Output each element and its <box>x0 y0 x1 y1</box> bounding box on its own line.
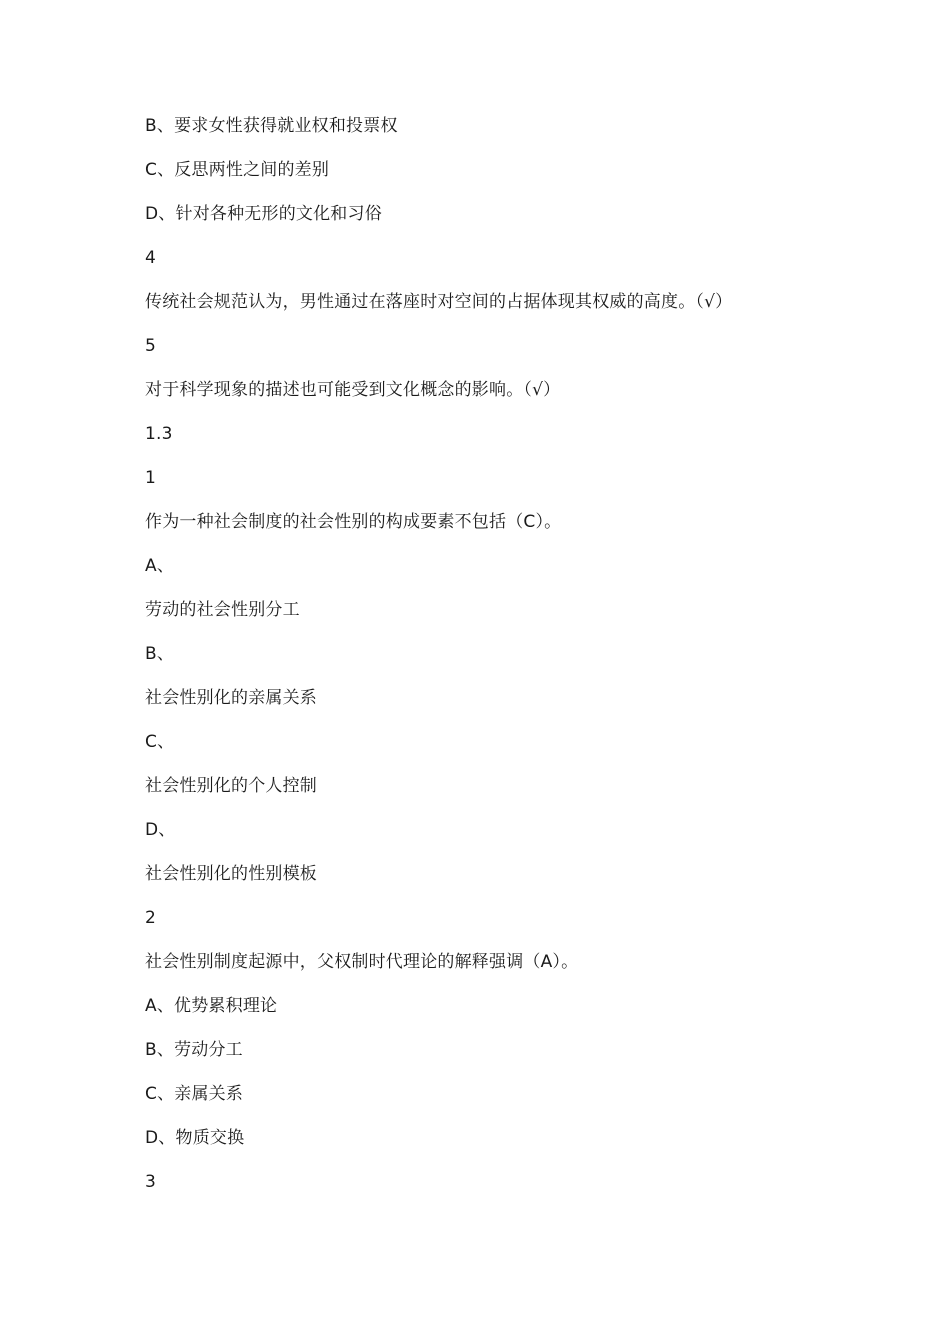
option-c-line: C、亲属关系 <box>145 1084 244 1104</box>
option-label: B、 <box>145 644 175 664</box>
question-text: 作为一种社会制度的社会性别的构成要素不包括（C）。 <box>145 512 562 532</box>
option-label: A、 <box>145 556 175 576</box>
option-text: 劳动的社会性别分工 <box>145 600 300 620</box>
option-label: D、 <box>145 820 176 840</box>
option-d-line: D、针对各种无形的文化和习俗 <box>145 204 382 224</box>
question-number: 2 <box>145 908 157 928</box>
option-a-line: A、优势累积理论 <box>145 996 278 1016</box>
option-text: 社会性别化的个人控制 <box>145 776 317 796</box>
question-text: 传统社会规范认为，男性通过在落座时对空间的占据体现其权威的高度。（√） <box>145 292 733 312</box>
question-number: 5 <box>145 336 157 356</box>
option-c-line: C、反思两性之间的差别 <box>145 160 330 180</box>
option-b-line: B、要求女性获得就业权和投票权 <box>145 116 398 136</box>
option-b-line: B、劳动分工 <box>145 1040 243 1060</box>
question-number: 3 <box>145 1172 157 1192</box>
document-body <box>145 110 845 1210</box>
option-text: 社会性别化的亲属关系 <box>145 688 317 708</box>
question-text: 社会性别制度起源中，父权制时代理论的解释强调（A）。 <box>145 952 579 972</box>
question-number: 1 <box>145 468 157 488</box>
section-number: 1.3 <box>145 424 173 444</box>
option-d-line: D、物质交换 <box>145 1128 245 1148</box>
option-label: C、 <box>145 732 175 752</box>
question-number: 4 <box>145 248 157 268</box>
option-text: 社会性别化的性别模板 <box>145 864 317 884</box>
question-text: 对于科学现象的描述也可能受到文化概念的影响。（√） <box>145 380 561 400</box>
